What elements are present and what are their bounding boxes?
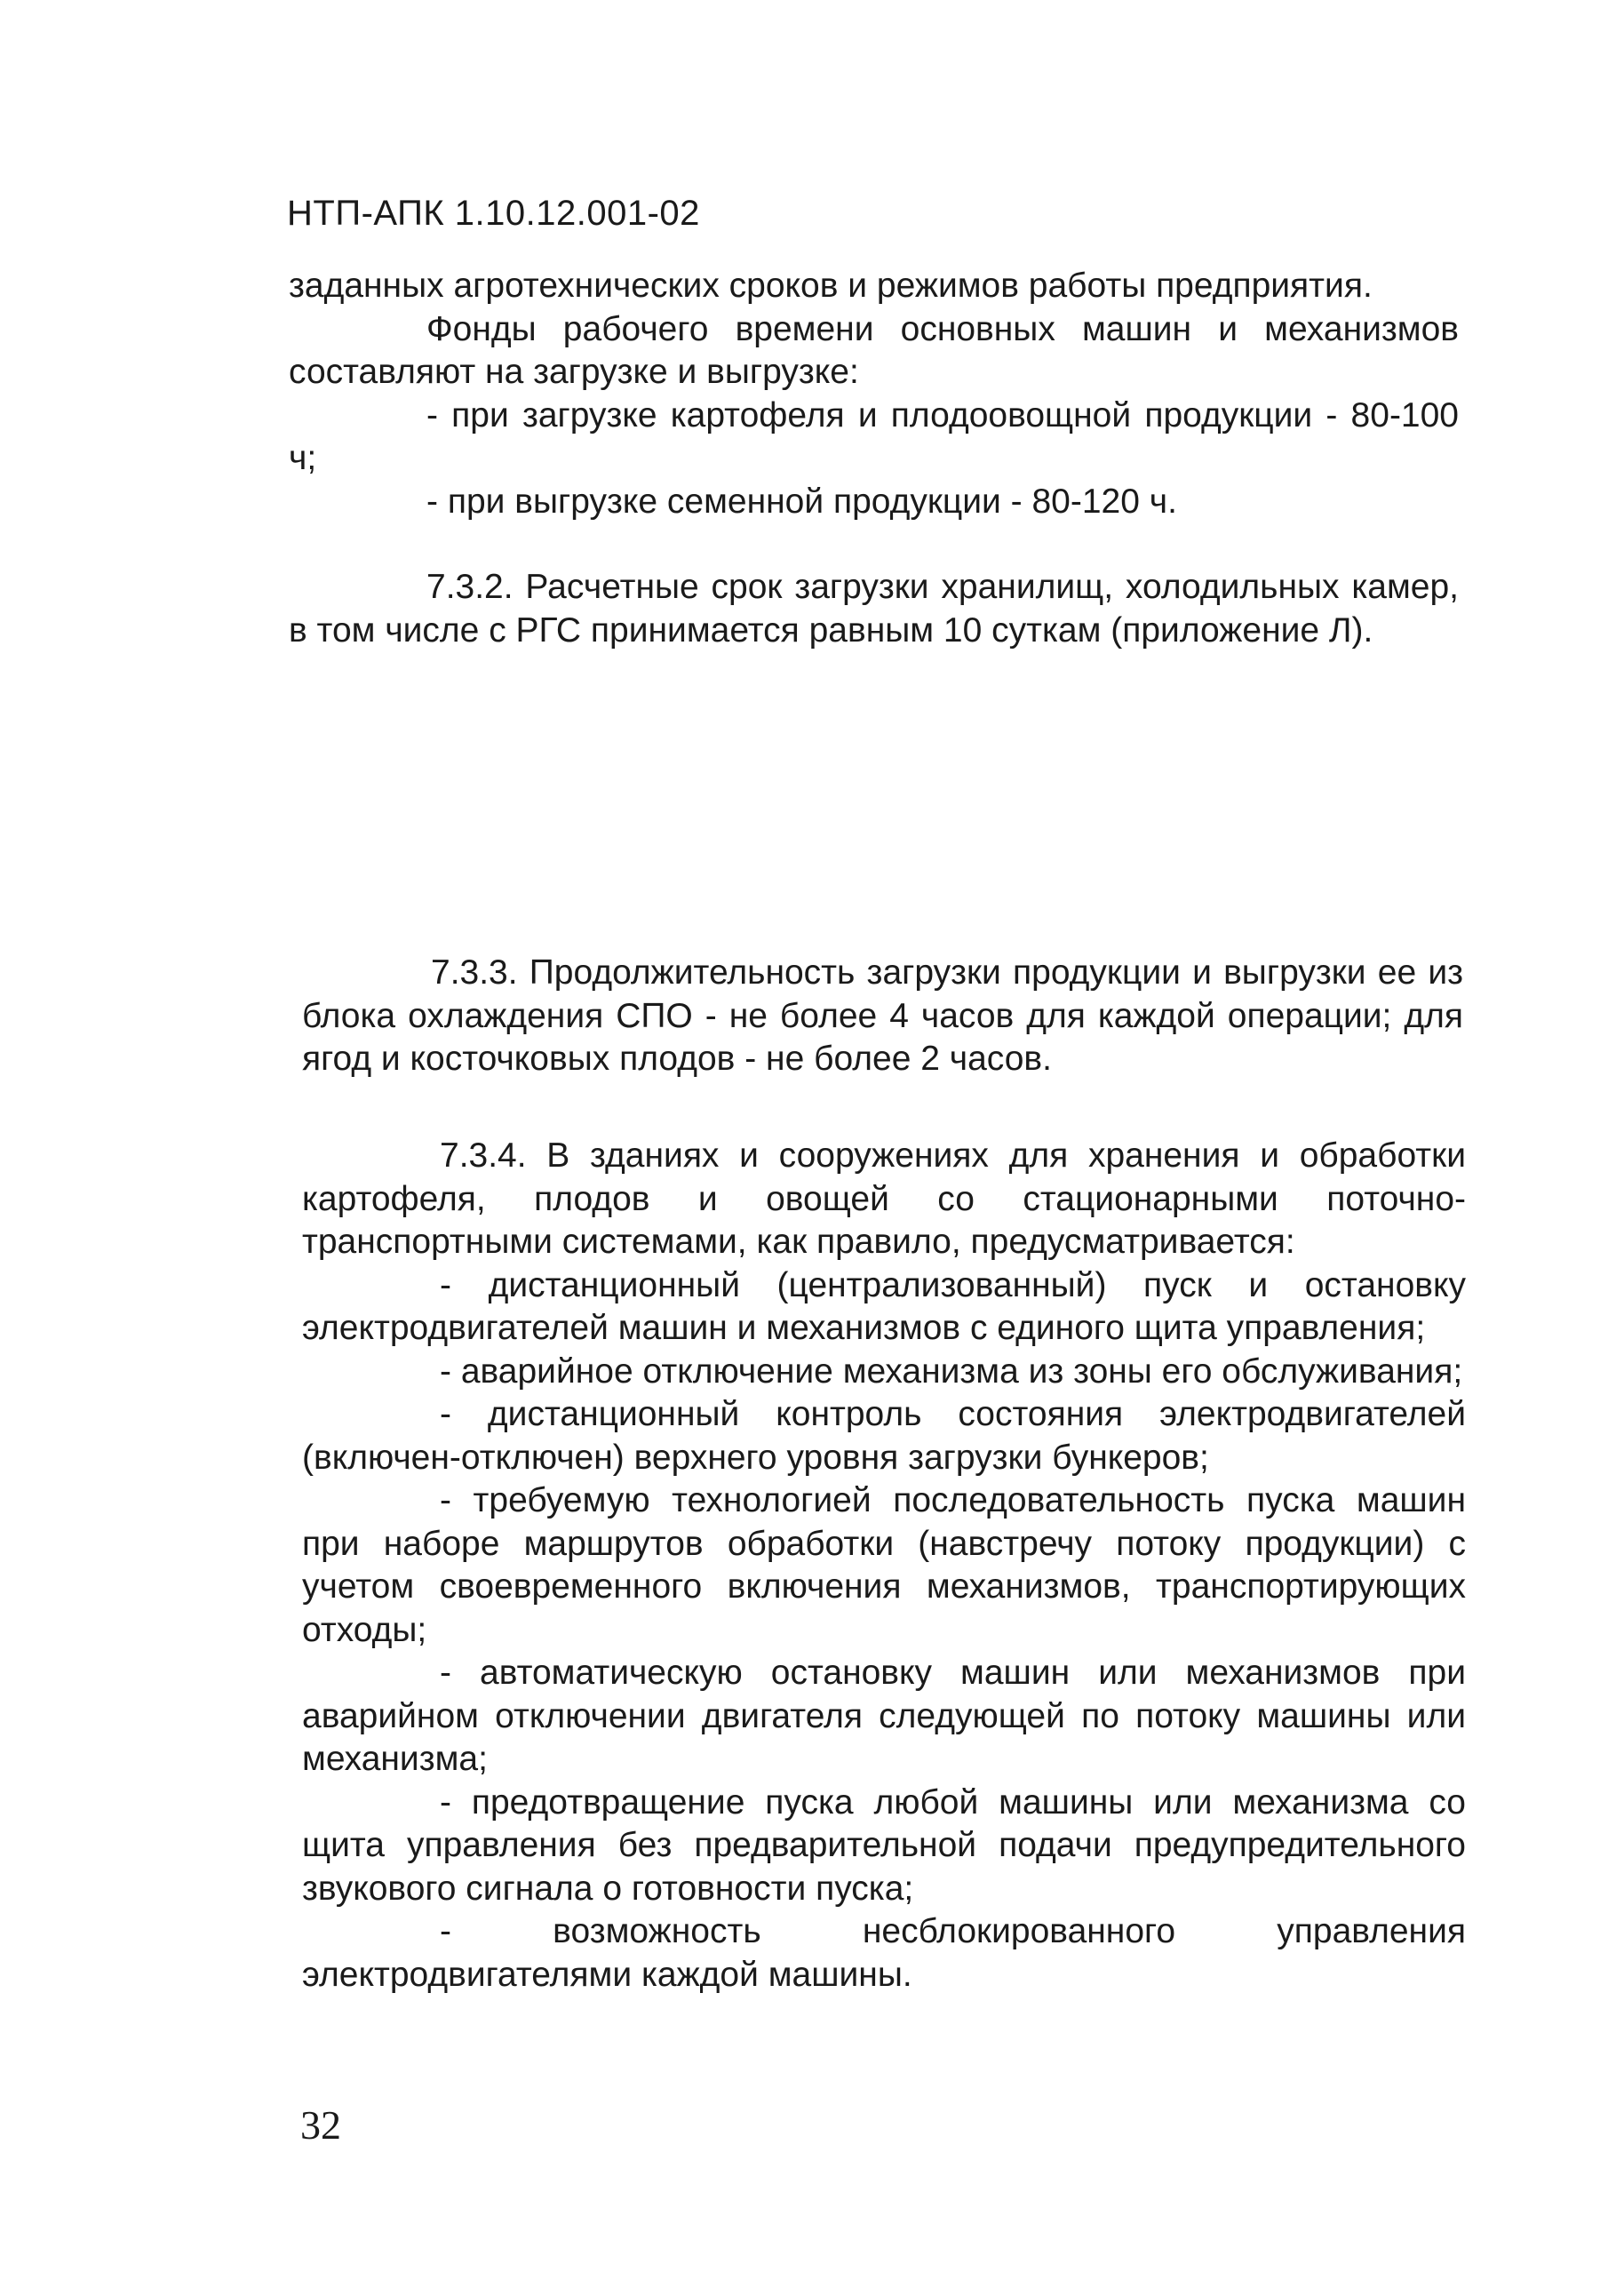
paragraph-7-3-3: 7.3.3. Продолжительность загрузки продукции и выгрузки ее из блока охлаждения СПО - не более 4 часов для каждой операции; для ягод и косточковых плодов - не более 2 часов. <box>302 953 1463 1078</box>
text-block-a <box>289 265 1459 652</box>
list-item: - возможность несблокированного управления электродвигателями каждой машины. <box>302 1912 1466 1994</box>
paragraph-work-time-funds: Фонды рабочего времени основных машин и механизмов составляют на загрузке и выгрузке: <box>289 309 1459 391</box>
page-number: 32 <box>300 2102 341 2148</box>
list-item: - дистанционный контроль состояния электродвигателей (включен-отключен) верхнего уровня загрузки бункеров; <box>302 1395 1466 1477</box>
text-block-c <box>302 1135 1466 1997</box>
list-item: - автоматическую остановку машин или механизмов при аварийном отключении двигателя следующей по потоку машины или механизма; <box>302 1654 1466 1778</box>
paragraph-continuation: заданных агротехнических сроков и режимов работы предприятия. <box>289 267 1373 305</box>
list-item: - аварийное отключение механизма из зоны его обслуживания; <box>440 1351 1463 1391</box>
list-item: - требуемую технологией последовательность пуска машин при наборе маршрутов обработки (навстречу потоку продукции) с учетом своевременного включения механизмов, транспортирующих отходы; <box>302 1481 1466 1649</box>
document-header: НТП-АПК 1.10.12.001-02 <box>287 194 700 233</box>
list-item: - дистанционный (централизованный) пуск и остановку электродвигателей машин и механизмов с единого щита управления; <box>302 1265 1466 1347</box>
list-item-unloading: - при выгрузке семенной продукции - 80-120 ч. <box>426 482 1177 521</box>
list-item: - предотвращение пуска любой машины или механизма со щита управления без предварительной подачи предупредительного звукового сигнала о готовности пуска; <box>302 1782 1466 1908</box>
paragraph-7-3-2: 7.3.2. Расчетные срок загрузки хранилищ, холодильных камер, в том числе с РГС принимается равным 10 суткам (приложение Л). <box>289 568 1459 650</box>
paragraph-7-3-4: 7.3.4. В зданиях и сооружениях для хранения и обработки картофеля, плодов и овощей со стационарными поточно-транспортными системами, как правило, предусматривается: <box>302 1136 1466 1261</box>
text-block-b <box>302 952 1463 1081</box>
list-item-loading: - при загрузке картофеля и плодоовощной продукции - 80-100 ч; <box>289 395 1459 477</box>
